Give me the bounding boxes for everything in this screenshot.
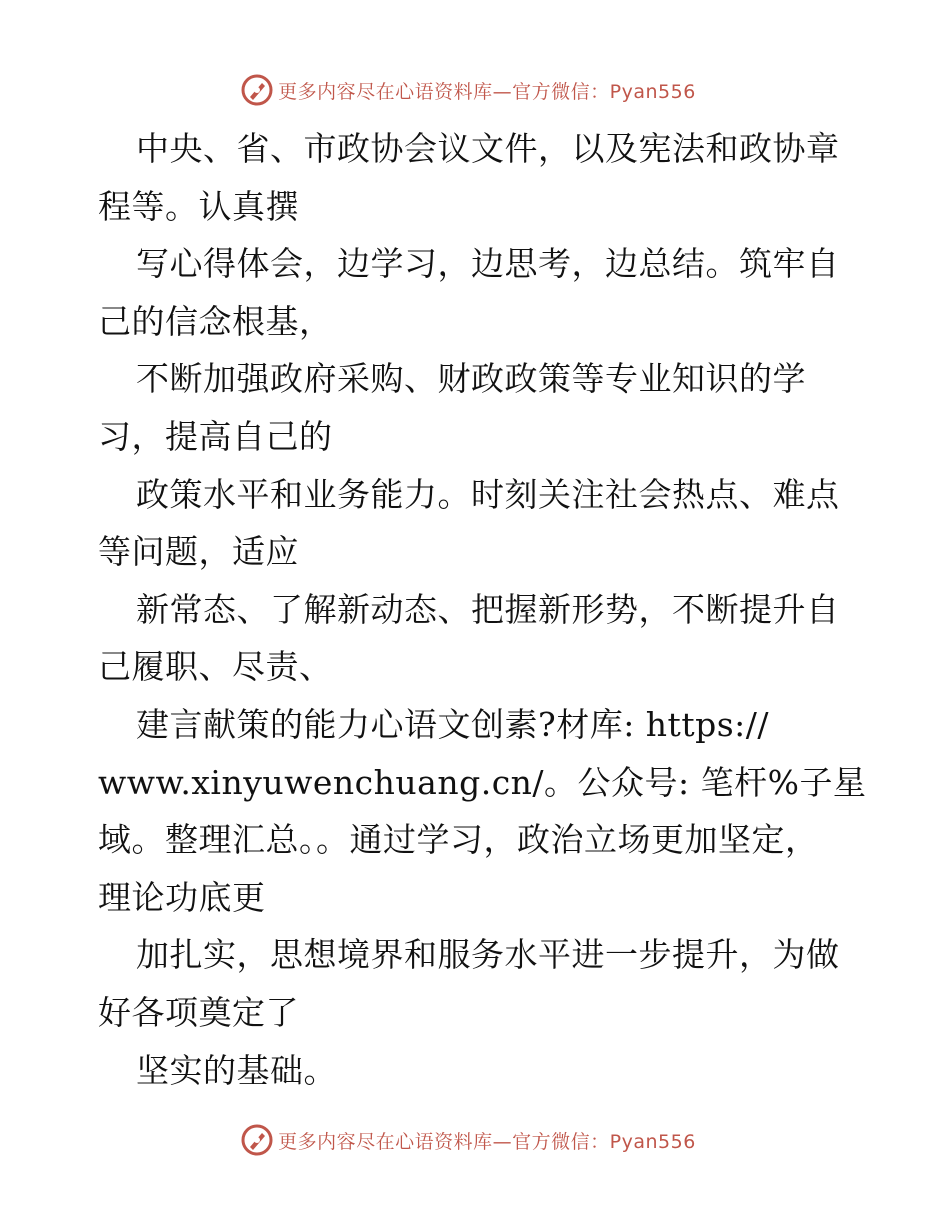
body-line: 好各项奠定了	[98, 992, 299, 1032]
body-line: 加扎实，思想境界和服务水平进一步提升，为做	[136, 935, 840, 975]
header-banner-content	[240, 73, 696, 107]
footer-banner	[0, 1120, 950, 1160]
body-line: 理论功底更	[98, 877, 266, 917]
body-line: 习，提高自己的	[98, 416, 333, 456]
pen-seal-icon	[240, 73, 274, 107]
body-line: 己履职、尽责、	[98, 647, 333, 687]
body-line: 己的信念根基，	[98, 301, 333, 341]
body-line: 政策水平和业务能力。时刻关注社会热点、难点	[136, 474, 840, 514]
body-line: 中央、省、市政协会议文件，以及宪法和政协章	[136, 129, 840, 168]
body-line: 写心得体会，边学习，边思考，边总结。筑牢自	[136, 244, 840, 284]
pen-seal-icon	[240, 1123, 274, 1157]
body-line: 等问题，适应	[98, 532, 299, 572]
document-body	[98, 120, 867, 1099]
body-line: 建言献策的能力心语文创素?材库: https://	[136, 704, 769, 744]
body-line: 域。整理汇总。。通过学习，政治立场更加坚定，	[98, 820, 819, 860]
body-line: www.xinyuwenchuang.cn/。公众号: 笔杆%子星	[98, 762, 867, 802]
body-line: 坚实的基础。	[136, 1050, 337, 1090]
body-line: 新常态、了解新动态、把握新形势，不断提升自	[136, 589, 840, 629]
footer-banner-content	[240, 1123, 696, 1157]
body-line: 程等。认真撰	[98, 186, 299, 226]
header-banner	[0, 70, 950, 110]
body-line: 不断加强政府采购、财政政策等专业知识的学	[136, 359, 806, 399]
footer-banner-text: 更多内容尽在心语资料库—官方微信：Pyan556	[278, 1130, 696, 1153]
header-banner-text: 更多内容尽在心语资料库—官方微信：Pyan556	[278, 80, 696, 103]
